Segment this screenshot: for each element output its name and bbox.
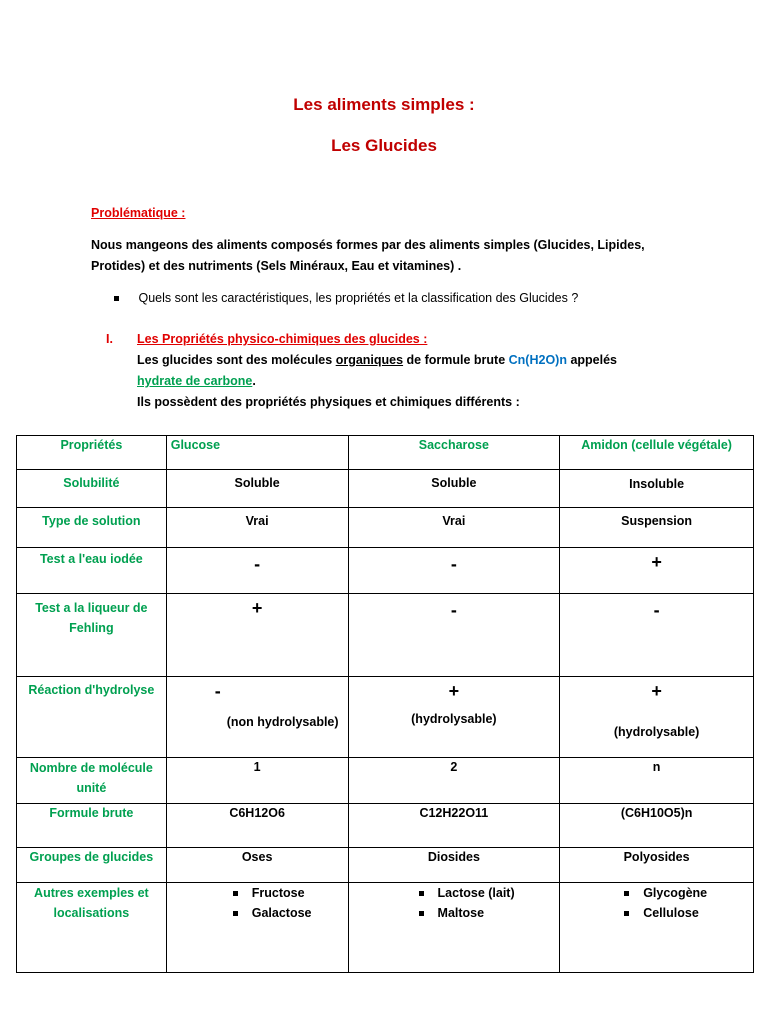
square-bullet-icon <box>624 891 629 896</box>
cell-saccharose: Vrai <box>348 508 560 548</box>
square-bullet-icon <box>114 296 119 301</box>
table-row <box>17 804 754 848</box>
section-line-2 <box>137 371 256 392</box>
row-label: Réaction d'hydrolyse <box>17 677 167 758</box>
cell-glucose: + <box>166 594 348 677</box>
row-label <box>17 594 167 677</box>
intro-line-2: Protides) et des nutriments (Sels Minéraux, Eau et vitamines) . <box>91 259 462 273</box>
table-row <box>17 508 754 548</box>
cell-amidon: - <box>560 594 754 677</box>
hydrolyse-note: (hydrolysable) <box>613 725 700 739</box>
row-label-line-1: Nombre de molécule <box>29 761 153 775</box>
section-line-1-b: organiques <box>335 353 404 367</box>
list-item <box>624 903 753 923</box>
formula-text: Cn(H2O)n <box>508 353 567 367</box>
table-row <box>17 470 754 508</box>
list-item <box>419 903 560 923</box>
intro-line-1: Nous mangeons des aliments composés formes par des aliments simples (Glucides, Lipides, <box>91 238 645 252</box>
cell-amidon: Suspension <box>560 508 754 548</box>
example-text: Lactose (lait) <box>437 886 515 900</box>
cell-glucose <box>166 677 348 758</box>
row-label <box>17 758 167 804</box>
cell-glucose: 1 <box>166 758 348 804</box>
row-label: Type de solution <box>17 508 167 548</box>
header-saccharose: Saccharose <box>348 436 560 470</box>
example-text: Maltose <box>437 906 485 920</box>
cell-glucose <box>166 883 348 973</box>
properties-table <box>16 435 754 973</box>
hydrolyse-symbol: + <box>448 681 460 701</box>
header-amidon: Amidon (cellule végétale) <box>560 436 754 470</box>
example-text: Cellulose <box>643 906 699 920</box>
hydrolyse-symbol: + <box>651 681 662 701</box>
row-label: Test a l'eau iodée <box>17 548 167 594</box>
section-line-1-d: appelés <box>566 353 617 367</box>
section-line-1-c: de formule brute <box>403 353 509 367</box>
cell-amidon: Insoluble <box>560 470 754 508</box>
section-line-2-b: . <box>252 374 256 388</box>
row-label: Solubilité <box>17 470 167 508</box>
example-text: Fructose <box>251 886 305 900</box>
table-row <box>17 594 754 677</box>
square-bullet-icon <box>419 911 424 916</box>
table-header-row <box>17 436 754 470</box>
examples-list <box>167 883 348 923</box>
table-row <box>17 758 754 804</box>
row-label-line-2: unité <box>76 781 107 795</box>
cell-saccharose: Soluble <box>348 470 560 508</box>
hydrolyse-note: (hydrolysable) <box>411 712 497 726</box>
row-label: Formule brute <box>17 804 167 848</box>
row-label-line-2: Fehling <box>69 621 114 635</box>
list-item <box>233 903 348 923</box>
example-text: Glycogène <box>643 886 708 900</box>
hydrolyse-note: (non hydrolysable) <box>226 715 339 729</box>
section-line-1-a: Les glucides sont des molécules <box>137 353 336 367</box>
list-item <box>419 883 560 903</box>
examples-list <box>349 883 560 923</box>
cell-saccharose: 2 <box>348 758 560 804</box>
cell-glucose: Oses <box>166 848 348 883</box>
table-row <box>17 677 754 758</box>
table-row <box>17 883 754 973</box>
hydrolyse-symbol: - <box>214 681 221 701</box>
table-row <box>17 848 754 883</box>
cell-glucose: Vrai <box>166 508 348 548</box>
list-item <box>233 883 348 903</box>
cell-amidon <box>560 883 754 973</box>
question-item <box>114 288 578 309</box>
examples-list <box>560 883 753 923</box>
cell-saccharose: Diosides <box>348 848 560 883</box>
question-text: Quels sont les caractéristiques, les propriétés et la classification des Glucides ? <box>138 291 579 305</box>
section-heading: Les Propriétés physico-chimiques des glucides : <box>137 332 428 346</box>
square-bullet-icon <box>233 891 238 896</box>
square-bullet-icon <box>233 911 238 916</box>
cell-amidon: (C6H10O5)n <box>560 804 754 848</box>
cell-amidon <box>560 677 754 758</box>
row-label-line-2: localisations <box>53 906 130 920</box>
cell-amidon: + <box>560 548 754 594</box>
cell-amidon: Polyosides <box>560 848 754 883</box>
cell-saccharose <box>348 677 560 758</box>
cell-saccharose: C12H22O11 <box>348 804 560 848</box>
row-label-line-1: Test a la liqueur de <box>35 601 148 615</box>
header-proprietes: Propriétés <box>17 436 167 470</box>
row-label: Groupes de glucides <box>17 848 167 883</box>
page-title: Les aliments simples : <box>293 95 475 114</box>
section-number: I. <box>106 332 113 346</box>
cell-saccharose: - <box>348 594 560 677</box>
section-line-1 <box>137 350 617 371</box>
cell-amidon: n <box>560 758 754 804</box>
cell-glucose: Soluble <box>166 470 348 508</box>
list-item <box>624 883 753 903</box>
cell-saccharose: - <box>348 548 560 594</box>
row-label-line-1: Autres exemples et <box>34 886 149 900</box>
cell-glucose: C6H12O6 <box>166 804 348 848</box>
cell-glucose: - <box>166 548 348 594</box>
table-row <box>17 548 754 594</box>
square-bullet-icon <box>624 911 629 916</box>
hydrate-de-carbone-text: hydrate de carbone <box>137 374 253 388</box>
square-bullet-icon <box>419 891 424 896</box>
page-subtitle: Les Glucides <box>331 136 437 155</box>
section-line-3: Ils possèdent des propriétés physiques et chimiques différents : <box>137 395 520 409</box>
problematique-label: Problématique : <box>91 206 186 220</box>
header-glucose: Glucose <box>166 436 348 470</box>
example-text: Galactose <box>251 906 312 920</box>
cell-saccharose <box>348 883 560 973</box>
row-label <box>17 883 167 973</box>
